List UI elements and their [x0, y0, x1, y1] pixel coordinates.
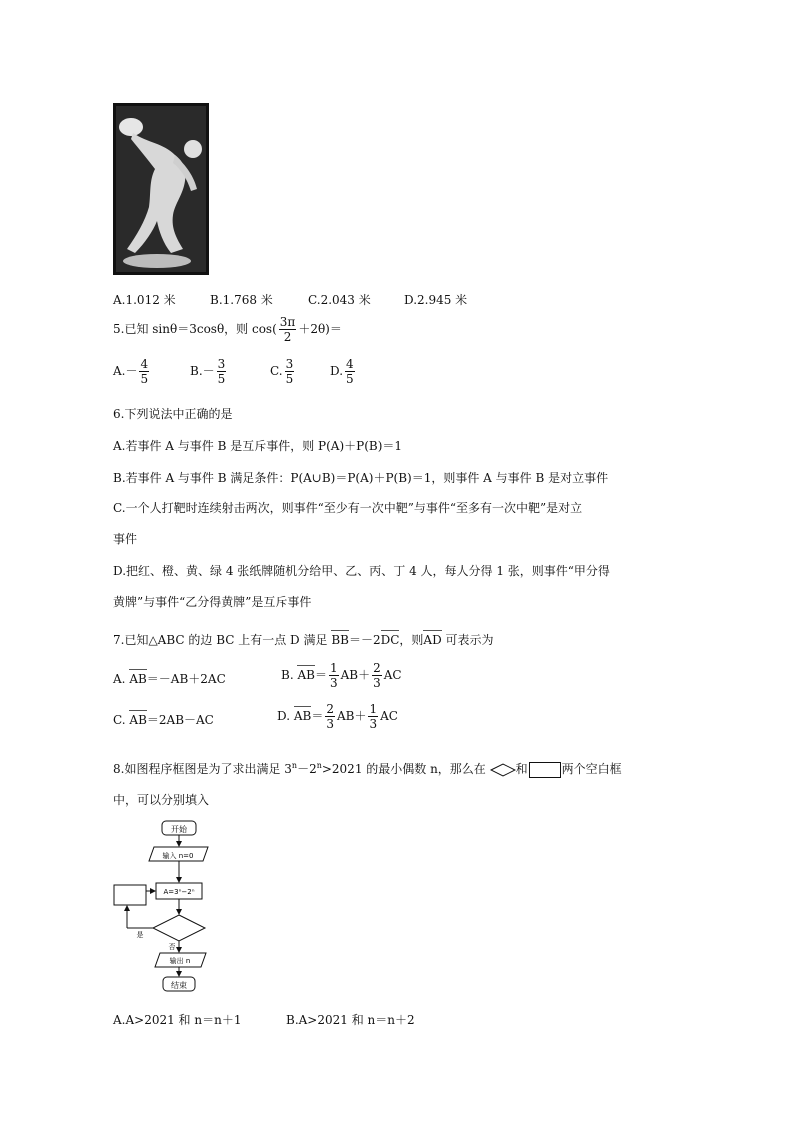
q7-option-d-frac1-num: 2 [326, 702, 334, 716]
flow-decision-blank [153, 915, 205, 941]
q7-option-b-frac1-den: 3 [329, 676, 338, 690]
discus-thrower-photo [113, 103, 209, 275]
q7-cond-mid: ＝－2 [348, 633, 381, 647]
q7-option-b-eq: ＝ [314, 668, 327, 682]
q7-option-d-frac2 [368, 703, 378, 730]
q4-option-c: C.2.043 米 [308, 293, 371, 307]
q7-option-d-eq: ＝ [311, 709, 324, 723]
q7-option-b-frac1 [329, 662, 339, 689]
q7-option-d-lhs: AB [293, 709, 312, 723]
q7-option-d-frac2-den: 3 [369, 717, 378, 731]
q7-option-c-lhs: AB [129, 713, 147, 727]
flow-start-label: 开始 [171, 825, 187, 834]
q5-stem [113, 316, 342, 343]
q7-stem-pre: 7.已知△ABC 的边 BC 上有一点 D 满足 [113, 633, 328, 647]
q7-option-b [281, 662, 402, 689]
q4-option-a: A.1.012 米 [113, 293, 176, 307]
flow-end-label: 结束 [171, 981, 187, 990]
q4-option-b: B.1.768 米 [210, 293, 273, 307]
q8-stem-mid1: －2 [297, 762, 317, 776]
q5-option-a [113, 358, 151, 385]
q7-option-d [277, 703, 398, 730]
q5-stem-pre: 5.已知 sinθ＝3cosθ，则 cos( [113, 322, 277, 336]
q5-option-d-fraction [345, 358, 355, 385]
q5-option-b-num: 3 [217, 357, 226, 371]
q5-option-d-den: 5 [346, 372, 354, 386]
blank-diamond-icon [490, 763, 516, 777]
q5-option-b-label: B.－ [190, 364, 215, 378]
q5-option-c-den: 5 [285, 372, 294, 386]
q7-vector-bb: BB [331, 633, 349, 647]
q5-frac-num: 3π [279, 315, 296, 329]
q7-option-b-label: B. [281, 668, 294, 682]
q7-stem [113, 631, 494, 648]
q7-option-b-lhs: AB [297, 668, 315, 682]
q7-stem-mid: ，则 [399, 633, 424, 647]
q8-stem-and: 和 [515, 762, 528, 776]
q6-option-b: B.若事件 A 与事件 B 满足条件：P(A∪B)＝P(A)＋P(B)＝1，则事件 A 与事件 B 是对立事件 [113, 471, 609, 485]
q7-option-a [113, 670, 226, 687]
q7-vector-dc: DC [380, 633, 400, 647]
q6-option-c-line1: C.一个人打靶时连续射击两次，则事件“至少有一次中靶”与事件“至多有一次中靶”是对立 [113, 501, 583, 515]
q8-sup-2: n [316, 761, 322, 770]
q6-stem: 6.下列说法中正确的是 [113, 407, 233, 421]
q8-sup-1: n [291, 761, 298, 770]
q7-option-a-text: ＝－AB＋2AC [146, 672, 226, 686]
flow-assign-label: A=3ⁿ−2ⁿ [163, 888, 195, 896]
q7-option-c-text: ＝2AB－AC [146, 713, 214, 727]
q7-vector-ad: AD [423, 633, 442, 647]
flow-input-label: 输入 n=0 [162, 852, 194, 860]
q6-option-c-line2: 事件 [113, 532, 138, 546]
q5-option-b [190, 358, 228, 385]
q5-option-c-fraction [285, 358, 295, 385]
q5-option-d-num: 4 [346, 357, 354, 371]
q7-option-d-frac1 [325, 703, 335, 730]
q8-stem-line1 [113, 760, 622, 778]
q4-option-d: D.2.945 米 [404, 293, 468, 307]
q8-stem-line2: 中，可以分别填入 [113, 793, 210, 807]
q8-option-b: B.A>2021 和 n＝n＋2 [286, 1013, 415, 1027]
q5-option-c-num: 3 [285, 357, 294, 371]
q7-option-b-term1: AB＋ [340, 668, 371, 682]
q7-option-b-frac2 [372, 662, 382, 689]
q7-option-b-frac2-den: 3 [373, 676, 381, 690]
q7-option-b-frac1-num: 1 [329, 661, 338, 675]
flow-no-label: 否 [168, 943, 176, 951]
q7-stem-post: 可表示为 [445, 633, 494, 647]
q7-option-d-label: D. [277, 709, 291, 723]
q8-stem-mid2: >2021 的最小偶数 n，那么在 [321, 762, 486, 776]
q8-stem-post: 两个空白框 [561, 762, 622, 776]
q5-stem-fraction [279, 316, 297, 343]
q5-stem-post: ＋2θ)＝ [298, 322, 342, 336]
q5-frac-den: 2 [283, 330, 292, 344]
q5-option-a-fraction [139, 358, 149, 385]
q5-option-b-den: 5 [217, 372, 226, 386]
q5-option-a-label: A.－ [113, 364, 138, 378]
q8-stem-pre: 8.如图程序框图是为了求出满足 3 [113, 762, 292, 776]
q7-option-d-term1: AB＋ [336, 709, 367, 723]
q7-option-a-lhs: AB [129, 672, 147, 686]
q7-option-c [113, 711, 214, 728]
q6-option-d-line1: D.把红、橙、黄、绿 4 张纸牌随机分给甲、乙、丙、丁 4 人，每人分得 1 张，则事件“甲分得 [113, 564, 610, 578]
flow-process-blank [114, 885, 146, 905]
q7-option-b-term2: AC [383, 668, 402, 682]
q7-option-d-frac2-num: 1 [369, 702, 378, 716]
q5-option-c-label: C. [270, 364, 283, 378]
flow-yes-label: 是 [136, 931, 144, 939]
q6-option-a: A.若事件 A 与事件 B 是互斥事件，则 P(A)＋P(B)＝1 [113, 439, 403, 453]
q5-option-c [270, 358, 296, 385]
q5-option-a-num: 4 [140, 357, 149, 371]
q7-option-b-frac2-num: 2 [373, 661, 381, 675]
q5-option-b-fraction [217, 358, 227, 385]
q7-option-d-frac1-den: 3 [326, 717, 334, 731]
q7-option-a-label: A. [113, 672, 126, 686]
q6-option-d-line2: 黄牌”与事件“乙分得黄牌”是互斥事件 [113, 595, 312, 609]
q5-option-d-label: D. [330, 364, 344, 378]
q7-option-c-label: C. [113, 713, 126, 727]
flow-output-label: 输出 n [169, 957, 191, 965]
blank-rectangle-icon [529, 762, 561, 778]
q5-option-a-den: 5 [140, 372, 149, 386]
q8-flowchart [110, 818, 215, 998]
q7-option-d-term2: AC [380, 709, 398, 723]
q8-option-a: A.A>2021 和 n＝n＋1 [113, 1013, 242, 1027]
q5-option-d [330, 358, 357, 385]
